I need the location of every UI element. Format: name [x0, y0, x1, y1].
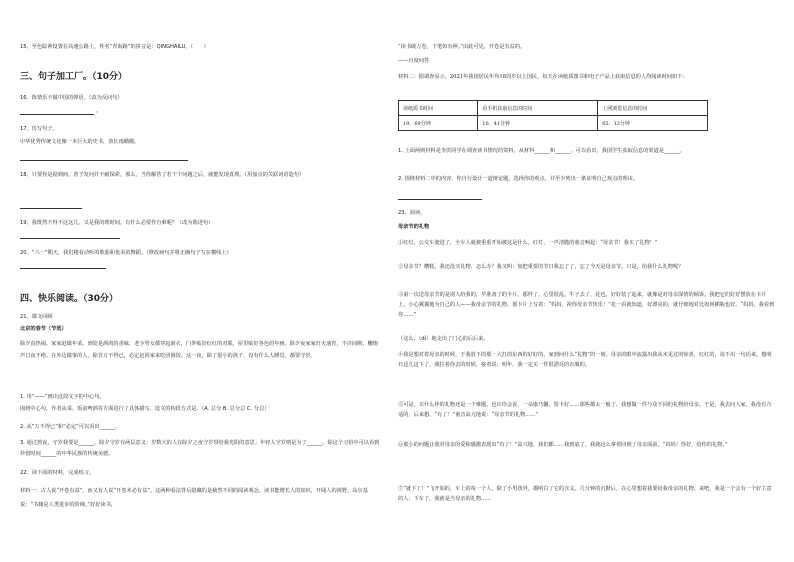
story-paragraph-3: ③第一次送母亲节的是别人给我的，早准备了的卡片。那样了。心里很乱。牛子去了，花也，好好装了起来，就像是对母亲深情的倾诉。我把它们好好摆放在卡片上，小心翼翼地为自己的人——我母亲节的礼物。那卡片上写着：“妈妈，祝你母亲节快乐！”花一看就知道，好漂亮的，就仔细地对比如何插瓶也好。“妈妈，我看到你……” — [398, 292, 775, 318]
question-21: 21、课文回顾 — [20, 314, 53, 320]
table-header-row — [399, 101, 708, 116]
question-17: 17、仿写句子。 — [20, 126, 58, 132]
quote-source: ——百度问答 — [398, 58, 430, 64]
passage-question-1b: 围绕中心句，作者从菜、饭前啤酒等方面进行了具体描写，选文的构段方式是。（A. 总分 B. 总分总 C. 分总） — [20, 406, 270, 412]
material-1: 材料一：古人说“开卷有益”，而又有人说“开卷未必有益”。这两种看法背后隐藏的是截然不同的阅读观念，读书能增长人的知识，开阔人的视野。高尔基说：“书籍是人类进步的阶梯。”好好读书， — [20, 488, 368, 508]
answer-line-16 — [20, 114, 94, 115]
answer-line-19 — [20, 238, 120, 239]
story-title: 母亲节的礼物 — [398, 224, 430, 230]
question-16-end: 。 — [96, 108, 102, 114]
table-cell: 65．12分钟 — [598, 116, 708, 131]
story-paragraph-5: ⑤可是，买什么样的礼物还是一个难题，也许你会说，一朵康乃馨，贺卡好……那些都太一般了，我想做一件与众不同的礼物给母亲。于是，我去问人家，我没有合适的，后来想，“有了！”童音高亢地说：“母亲节的礼物……” — [398, 402, 772, 418]
section-3-title: 三、句子加工厂。（10分） — [20, 72, 128, 82]
table-header: 上网浏览信息的时间 — [598, 101, 708, 116]
question-20: 20、“六一”期天，我们精看动听的歌曲和优美的舞蹈。（修改病句并将正确句子写在横线上） — [20, 250, 232, 256]
table-header: 读纸质书时间 — [399, 101, 478, 116]
answer-line-17 — [20, 160, 188, 161]
answer-line-18 — [20, 208, 82, 209]
question-19: 19、我既然不得不这这儿，又是我的理时间，有什么必要作自难呢？（改为陈述句） — [20, 220, 214, 226]
passage-question-2: 2. 从“万不得已”和“必定”可以看出______。 — [20, 424, 121, 430]
question-22: 22、读下面的材料，完成练习。 — [20, 470, 95, 476]
story-paragraph-1: ①红灯，公交车驶进了，全车人就被重重开始被这是什么。红灯，一声清脆的童音响起：“母亲节！我买了礼物！” — [398, 240, 658, 246]
passage-title: 北京的春节（节选） — [20, 326, 67, 332]
question-23: 23、阅读。 — [398, 210, 426, 216]
table-cell: 10．41分钟 — [478, 116, 598, 131]
left-column — [20, 0, 380, 562]
passage-question-1: 1. 用“——”画出这段文字的中心句。 — [20, 394, 105, 400]
answer-line-20 — [20, 268, 106, 269]
story-paragraph-6: ⑥那小的问题让我对母亲的爱和感激表现出“有了！”高兴地，我们都……我到底了，我就这么拿着回到了母亲面前，“妈妈！你好，给你的礼物。” — [398, 442, 728, 448]
right-column — [398, 0, 776, 562]
table-cell: 19．69分钟 — [399, 116, 478, 131]
question-18: 18、只要你是励到而，善于发问并不耐探索，那么，当你解答了若干个问题之后，就能发现真理。（用加点的关联词语造句） — [20, 172, 305, 178]
passage-question-3: 3. 通过熬夜，守岁我要是______，除夕守岁有两层意义：岁数大的人在除夕之夜守岁带给我光阴的意思；年轻人守岁则是为了______。除这个习俗中可以看到珍惜时间______的中华民族的传统美德。 — [20, 440, 380, 457]
question-16: 16、陈情乐不做中国的弹语。（改为反问句） — [20, 95, 123, 101]
story-paragraph-3b: （这么，（dǐ）地走出了门心的后后来。 — [398, 336, 489, 342]
section-4-title: 四、快乐阅读。（30分） — [20, 294, 119, 304]
passage-text: 除夕真热闹。家家赶做年菜，到处是酒肉的香味，老少男女都穿起新衣，门外贴好红红的对联，屋里贴好各色的年画。除夕夜家家灯火通宵，不许间断，鞭炮声日夜不绝。在外边做事的人，除非万不得已，必定赶回家来吃团圆饭。这一夜，除了很小的孩子，没有什么人睡觉，都要守岁。 — [20, 341, 378, 359]
story-paragraph-4: ④我是想对着母亲的时候，于我放下的那一大打的东西的好好的。家到问什么“礼物”的一刻，母亲的眼中流露出我从未见过的惊喜，红红的，说不出一句话来。想明日这儿这下了，我拉着你去的时候，接着说：明年，我一定买一件很漂亮的衣服的。 — [398, 352, 772, 368]
question-17-sentence: 中华优秀传统文化像一本巨大的史书，放长雨瞄瞄。 — [20, 139, 140, 145]
story-paragraph-7: ⑦“就下了！”飞开始的，车上的每一个人，除了小男孩外，都明白了它的含义。几分钟的沉默后，在心里想着我要给我母亲的礼物。来吧，我是一个会有一个好主意的人：下车了，我就是当母亲的礼物…… — [398, 486, 772, 502]
reading-question-1: 1. 上面两则材料是李洪同学在调查读书情况的资料，从材料______和______，可以看出，我国学生获取信息的渠道是______。 — [398, 148, 685, 154]
top-quote: “读书破万卷，下笔如有神。”由此可见，开卷是有益的。 — [398, 44, 526, 50]
material-2: 材料二：据调查显示，2021年我国居民年均18周岁以上国民，每天在读纸质图书和电子产品上获取信息的人均阅读时间如下： — [398, 74, 688, 80]
story-paragraph-2: ②母亲节？糟糕，我还没买礼物，怎么办？我又叫：加把重要的节日我忘了了，忘了今天是母亲节。只是，给我什么礼物呢？ — [398, 264, 684, 270]
table-row — [399, 116, 708, 131]
reading-time-table — [398, 100, 708, 131]
question-15: 15、至色踪神设置在高速公路上，姓名“青海路”的拼音是：QINGHAILU。（ ） — [20, 44, 209, 50]
reading-question-2: 2. 围绕材料二中的内容，你自行设计一道辩论题，选择你的观点，并至少列出一条证明自己观点的理由。 — [398, 176, 639, 182]
table-header: 看手机获取信息的时间 — [478, 101, 598, 116]
answer-line-r2 — [398, 199, 482, 200]
